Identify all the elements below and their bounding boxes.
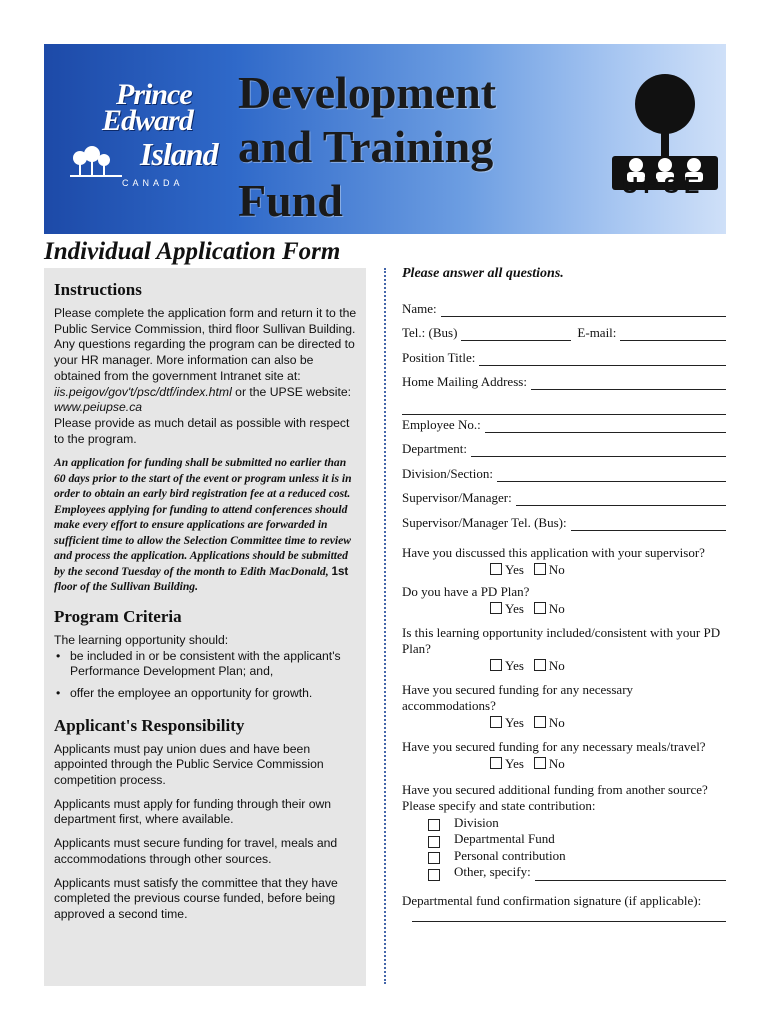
tel-email-row: [402, 317, 726, 342]
division-checkbox[interactable]: [428, 819, 440, 831]
department-input-line[interactable]: [471, 445, 726, 457]
supervisor-input-line[interactable]: [516, 494, 726, 506]
pei-logo-line3: Island: [140, 136, 218, 172]
no-checkbox[interactable]: [534, 757, 546, 769]
no-checkbox[interactable]: [534, 659, 546, 671]
yes-checkbox[interactable]: [490, 563, 502, 575]
other-specify-input-line[interactable]: [535, 869, 726, 881]
yes-no-group: Yes No: [490, 601, 726, 617]
supervisor-tel-input-line[interactable]: [571, 519, 726, 531]
pei-logo-line1: Prince: [116, 78, 192, 111]
program-criteria-list: [54, 649, 358, 702]
department-field[interactable]: Department:: [402, 433, 726, 458]
yes-no-group: Yes No: [490, 715, 726, 731]
question-accommodations-funding: Have you secured funding for any necessary accommodations?: [402, 681, 634, 713]
fund-title-line3: Fund: [238, 175, 343, 226]
option-other[interactable]: Other, specify:: [428, 864, 726, 881]
yes-no-group: Yes No: [490, 756, 726, 772]
yes-checkbox[interactable]: [490, 757, 502, 769]
option-departmental-fund[interactable]: Departmental Fund: [428, 831, 726, 848]
responsibility-paragraph: Applicants must apply for funding through their own department first, where available.: [54, 796, 332, 827]
no-checkbox[interactable]: [534, 602, 546, 614]
yes-no-group: Yes No: [490, 658, 726, 674]
departmental-fund-checkbox[interactable]: [428, 836, 440, 848]
submission-deadline-note: An application for funding shall be submitted no earlier than 60 days prior to the start of the event or program unless it is in order to obtain an early bird registration fee at a reduced cost. Employees applying for funding to attend conferences should make every effort to ensure applications are forwarded in sufficient time to allow the Selection Committee time to review and process the application. Applications should be submitted by the second Tuesday of the month to Edith MacDonald, 1st floor of the Sullivan Building.: [54, 456, 352, 594]
no-checkbox[interactable]: [534, 563, 546, 575]
question-consistent-pd-plan: Is this learning opportunity included/consistent with your PD Plan?: [402, 624, 721, 656]
supervisor-tel-field[interactable]: Supervisor/Manager Tel. (Bus):: [402, 506, 726, 531]
question-pd-plan: Do you have a PD Plan?: [402, 583, 530, 599]
pei-logo-country: CANADA: [122, 178, 184, 188]
pei-logo: [66, 78, 236, 218]
employee-no-field[interactable]: Employee No.:: [402, 415, 726, 433]
question-meals-travel-funding: Have you secured funding for any necessary meals/travel?: [402, 738, 706, 754]
position-title-input-line[interactable]: [479, 354, 726, 366]
signature-label: Departmental fund confirmation signature (if applicable):: [402, 892, 702, 908]
yes-checkbox[interactable]: [490, 716, 502, 728]
home-address-line-2[interactable]: [402, 390, 726, 415]
application-form: [402, 266, 726, 922]
program-criteria-heading: Program Criteria: [54, 606, 182, 626]
info-panel: [44, 268, 366, 986]
home-address-input-line-2[interactable]: [402, 403, 726, 415]
email-input-line[interactable]: [620, 329, 726, 341]
signature-input-line[interactable]: [412, 919, 726, 922]
employee-no-input-line[interactable]: [485, 421, 726, 433]
responsibility-paragraph: Applicants must pay union dues and have been appointed through the Public Service Commission competition process.: [54, 741, 324, 788]
instructions-heading: Instructions: [54, 280, 142, 299]
header-banner: [44, 44, 726, 234]
fund-title: [238, 66, 496, 228]
home-mailing-address-field[interactable]: Home Mailing Address:: [402, 366, 726, 391]
name-field[interactable]: Name:: [402, 292, 726, 317]
program-criteria-intro: The learning opportunity should:: [54, 632, 229, 647]
tel-bus-input-line[interactable]: [461, 329, 571, 341]
responsibility-paragraph: Applicants must secure funding for travel, meals and accommodations through other sources.: [54, 836, 338, 866]
supervisor-field[interactable]: Supervisor/Manager:: [402, 482, 726, 507]
option-personal-contribution[interactable]: Personal contribution: [428, 848, 726, 865]
email-label: E-mail:: [577, 325, 617, 340]
intranet-link[interactable]: iis.peigov/gov't/psc/dtf/index.html: [54, 384, 232, 399]
list-item: • be included in or be consistent with the applicant's Performance Development Plan; and,: [54, 649, 358, 680]
upse-logo-text: UPSE: [621, 172, 705, 198]
upse-website-link[interactable]: www.peiupse.ca: [54, 400, 143, 415]
question-discussed-supervisor: Have you discussed this application with your supervisor?: [402, 544, 705, 560]
responsibility-paragraph: Applicants must satisfy the committee that they have completed the previous course funded, before being approved a second time.: [54, 875, 338, 921]
personal-contribution-checkbox[interactable]: [428, 852, 440, 864]
instructions-paragraph: Please complete the application form and return it to the Public Service Commission, third floor Sullivan Building. Any questions regarding the program can be directed to your HR manager. More information can also be obtained from the government Intranet site at: iis.peigov/gov't/psc/dtf/index.html or the UPSE website: www.peiupse.ca: [54, 306, 357, 415]
name-input-line[interactable]: [441, 305, 726, 317]
division-field[interactable]: Division/Section:: [402, 457, 726, 482]
no-checkbox[interactable]: [534, 716, 546, 728]
yes-no-group: Yes No: [490, 562, 726, 578]
division-input-line[interactable]: [497, 470, 726, 482]
applicant-responsibility-heading: Applicant's Responsibility: [54, 715, 245, 735]
funding-source-options: [428, 815, 726, 881]
home-address-input-line[interactable]: [531, 378, 726, 390]
list-item: • offer the employee an opportunity for growth.: [54, 686, 358, 702]
fund-title-line1: Development: [238, 67, 497, 118]
question-additional-funding: Have you secured additional funding from another source? Please specify and state contribution:: [402, 781, 708, 813]
column-divider: [384, 268, 386, 984]
please-answer-note: Please answer all questions.: [402, 266, 564, 281]
yes-checkbox[interactable]: [490, 659, 502, 671]
yes-checkbox[interactable]: [490, 602, 502, 614]
position-title-field[interactable]: Position Title:: [402, 341, 726, 366]
fund-title-line2: and Training: [238, 121, 494, 172]
form-title: Individual Application Form: [44, 238, 341, 265]
upse-tree-logo-icon: [610, 64, 720, 224]
pei-logo-line2: Edward: [102, 104, 193, 137]
tel-bus-label: Tel.: (Bus): [402, 325, 458, 340]
other-checkbox[interactable]: [428, 869, 440, 881]
option-division[interactable]: Division: [428, 815, 726, 832]
detail-paragraph: Please provide as much detail as possible with respect to the program.: [54, 415, 350, 446]
trees-icon: [70, 144, 130, 184]
